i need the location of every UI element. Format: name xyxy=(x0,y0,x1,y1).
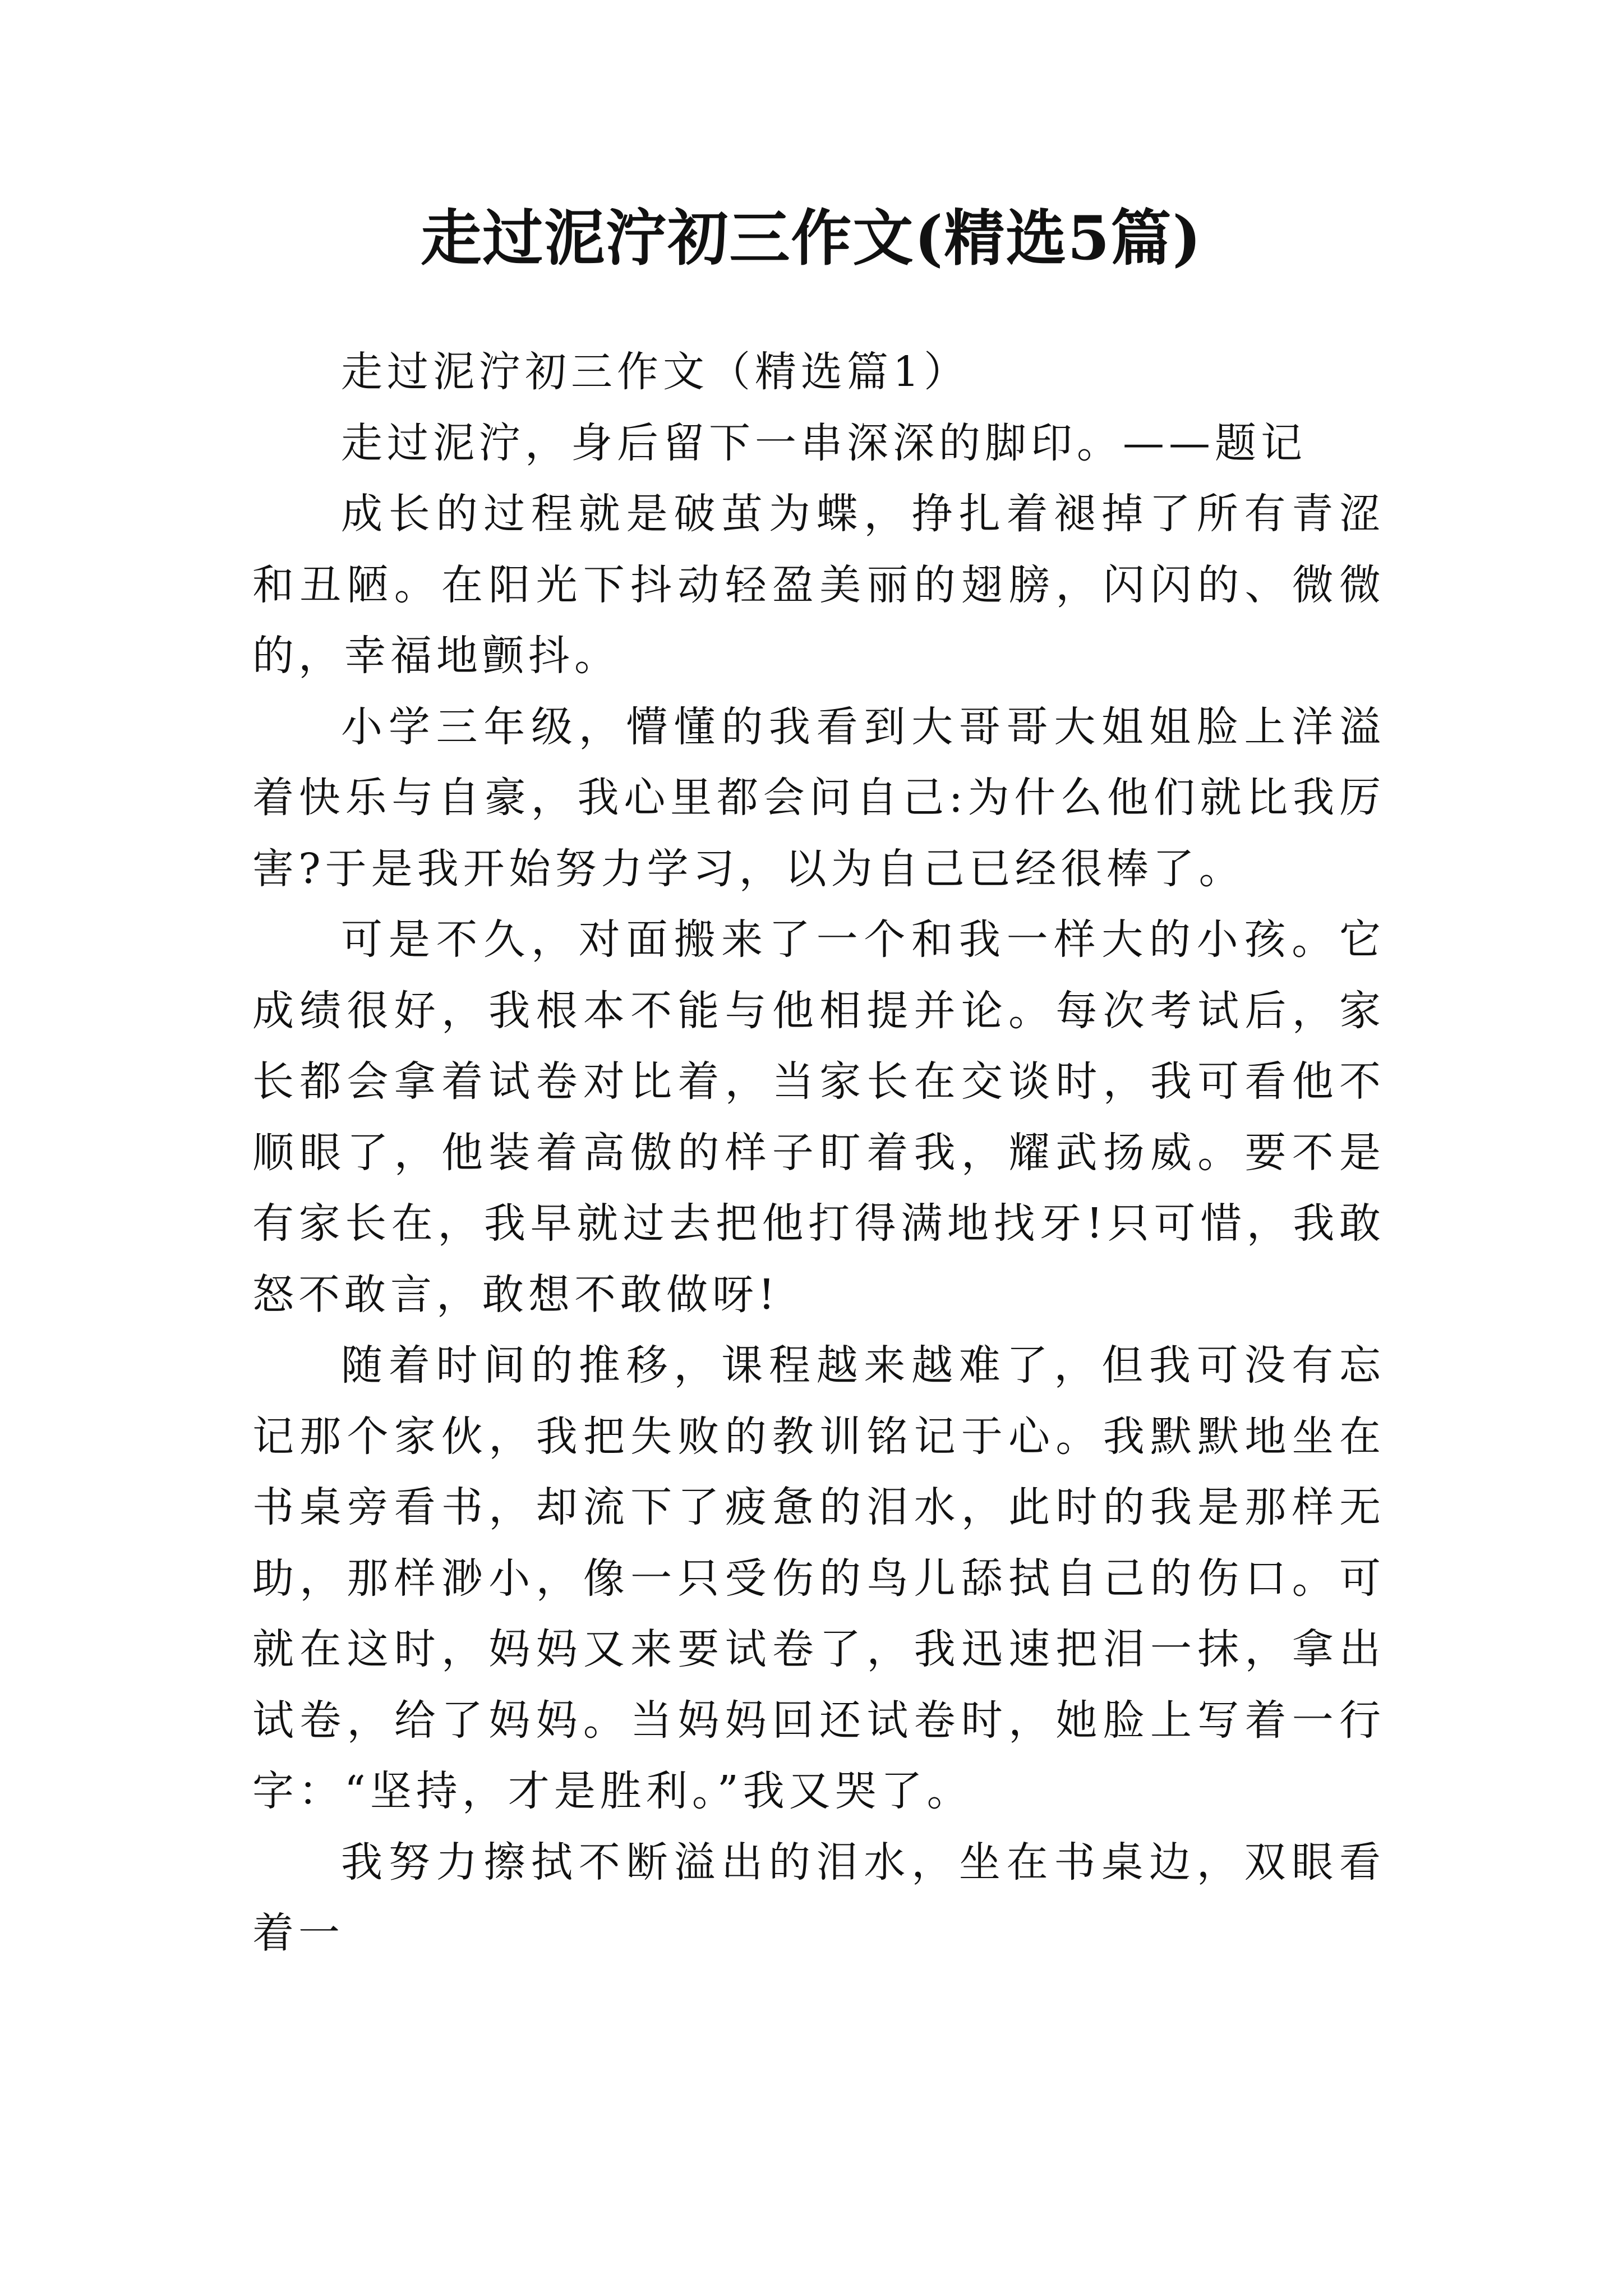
paragraph: 小学三年级，懵懂的我看到大哥哥大姐姐脸上洋溢着快乐与自豪，我心里都会问自己:为什么他们就比我厉害?于是我开始努力学习，以为自己已经很棒了。 xyxy=(252,702,1385,893)
document-title: 走过泥泞初三作文(精选5篇) xyxy=(421,203,1202,274)
paragraph: 可是不久，对面搬来了一个和我一样大的小孩。它成绩很好，我根本不能与他相提并论。每次考试后，家长都会拿着试卷对比着，当家长在交谈时，我可看他不顺眼了，他装着高傲的样子盯着我，耀武扬威。要不是有家长在，我早就过去把他打得满地找牙!只可惜，我敢怒不敢言，敢想不敢做呀! xyxy=(252,915,1385,1319)
paragraph: 成长的过程就是破茧为蝶，挣扎着褪掉了所有青涩和丑陋。在阳光下抖动轻盈美丽的翅膀，闪闪的、微微的，幸福地颤抖。 xyxy=(252,490,1385,680)
paragraph: 随着时间的推移，课程越来越难了，但我可没有忘记那个家伙，我把失败的教训铭记于心。我默默地坐在书桌旁看书，却流下了疲惫的泪水，此时的我是那样无助，那样渺小，像一只受伤的鸟儿舔拭自己的伤口。可就在这时，妈妈又来要试卷了，我迅速把泪一抹，拿出试卷，给了妈妈。当妈妈回还试卷时，她脸上写着一行字：“坚持，才是胜利。”我又哭了。 xyxy=(252,1341,1385,1815)
document-body xyxy=(252,337,1385,1969)
paragraph: 我努力擦拭不断溢出的泪水，坐在书桌边，双眼看着一 xyxy=(252,1838,1385,1957)
epigraph: 走过泥泞，身后留下一串深深的脚印。——题记 xyxy=(341,418,1307,467)
section-heading: 走过泥泞初三作文（精选篇1） xyxy=(341,348,970,396)
